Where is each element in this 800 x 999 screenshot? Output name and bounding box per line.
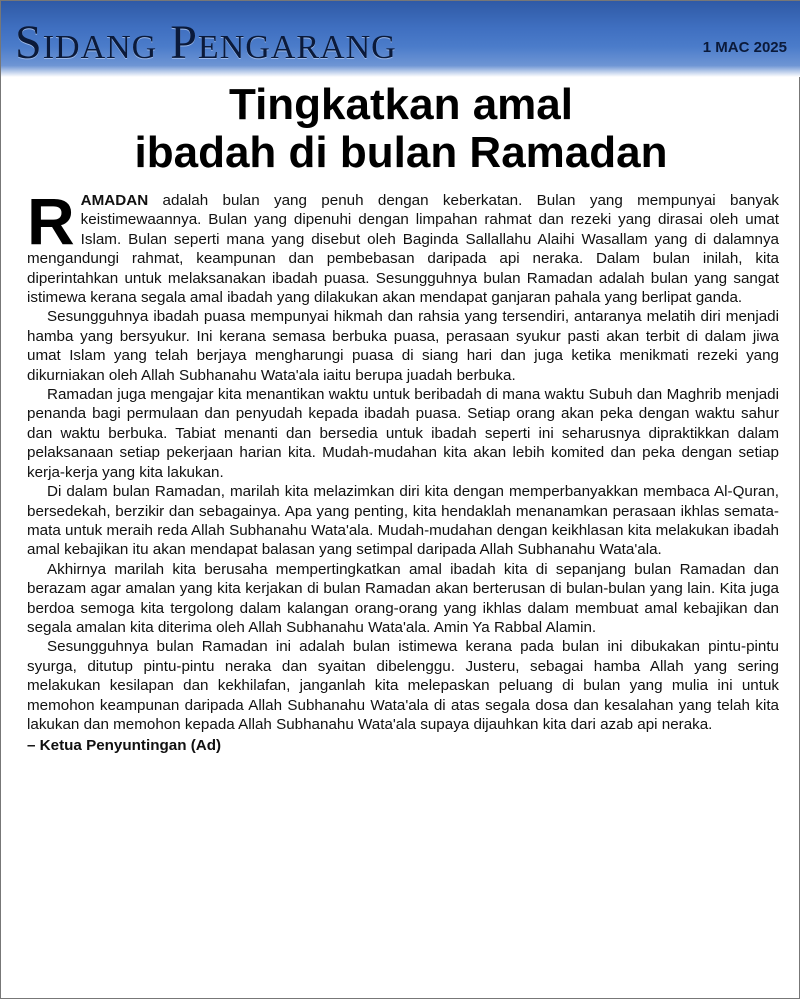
article-paragraph-5: Akhirnya marilah kita berusaha mempertingkatkan amal ibadah kita di sepanjang bulan Ramadan dan berazam agar amalan yang kita kerjakan di bulan Ramadan akan berterusan di bulan-bulan yang lain. Kita juga berdoa semoga kita tergolong dalam kalangan orang-orang yang ikhlas dalam membuat amal kebajikan dan segala amalan kita diterima oleh Allah Subhanahu Wata'ala. Amin Ya Rabbal Alamin.	[27, 560, 779, 636]
paragraph-1-text: adalah bulan yang penuh dengan keberkatan. Bulan yang mempunyai banyak keistimewaannya. Bulan yang dipenuhi dengan limpahan rahmat dan rezeki yang dirasai oleh umat Islam. Bulan seperti mana yang disebut oleh Baginda Sallallahu Alaihi Wasallam yang di dalamnya mengandungi rahmat, keampunan dan pembebasan daripada api neraka. Dalam bulan inilah, kita diperintahkan untuk melaksanakan ibadah puasa. Sesungguhnya bulan Ramadan adalah bulan yang sangat istimewa kerana segala amal ibadah yang dilakukan akan mendapat ganjaran pahala yang berlipat ganda.	[27, 192, 779, 307]
article-body	[27, 184, 779, 756]
article-paragraph-6: Sesungguhnya bulan Ramadan ini adalah bulan istimewa kerana pada bulan ini dibukakan pintu-pintu syurga, ditutup pintu-pintu neraka dan syaitan dibelenggu. Justeru, sebagai hamba Allah yang sering melakukan kesilapan dan kekhilafan, janganlah kita melepaskan peluang di bulan yang mulia ini untuk memohon keampunan daripada Allah Subhanahu Wata'ala di atas segala dosa dan kesalahan yang telah kita lakukan dan memohon kepada Allah Subhanahu Wata'ala supaya dijauhkan kita dari azab api neraka.	[27, 638, 779, 733]
section-title: Sidang Pengarang	[15, 16, 397, 69]
article-paragraph-4: Di dalam bulan Ramadan, marilah kita melazimkan diri kita dengan memperbanyakkan membaca Al-Quran, bersedekah, berzikir dan sebagainya. Apa yang penting, kita hendaklah menanamkan perasaan ikhlas semata-mata untuk meraih reda Allah Subhanahu Wata'ala. Mudah-mudahan dengan keikhlasan kita melakukan ibadah amal kebajikan itu akan mendapat balasan yang setimpal daripada Allah Subhanahu Wata'ala.	[27, 483, 779, 559]
lead-word: AMADAN	[80, 192, 149, 209]
article-headline	[21, 81, 781, 177]
drop-cap: R	[27, 184, 75, 258]
article-signoff: – Ketua Penyuntingan (Ad)	[27, 737, 222, 755]
article-paragraph-3: Ramadan juga mengajar kita menantikan waktu untuk beribadah di mana waktu Subuh dan Maghrib menjadi penanda bagi permulaan dan penyudah kepada ibadah puasa. Setiap orang akan peka dengan waktu sahur dan waktu berbuka. Tabiat menanti dan bersedia untuk ibadah seperti ini seharusnya dipraktikkan dalam pelaksanaan setiap pekerjaan harian kita. Mudah-mudahan kita akan lebih komited dan peka dengan setiap kerja-kerja yang kita lakukan.	[27, 386, 779, 481]
headline-line-2: ibadah di bulan Ramadan	[134, 128, 668, 177]
publication-date: 1 MAC 2025	[702, 39, 787, 56]
headline-line-1: Tingkatkan amal	[229, 80, 573, 129]
article-paragraph-1	[27, 184, 779, 307]
masthead-banner	[1, 1, 800, 77]
article-paragraph-2: Sesungguhnya ibadah puasa mempunyai hikmah dan rahsia yang tersendiri, antaranya melatih diri menjadi hamba yang bersyukur. Ini kerana semasa berbuka puasa, perasaan syukur pasti akan terbit di dalam jiwa umat Islam yang telah berjaya mengharungi puasa di siang hari dan juga ketika menikmati rezeki yang dikurniakan oleh Allah Subhanahu Wata'ala iaitu berupa juadah berbuka.	[27, 308, 779, 384]
